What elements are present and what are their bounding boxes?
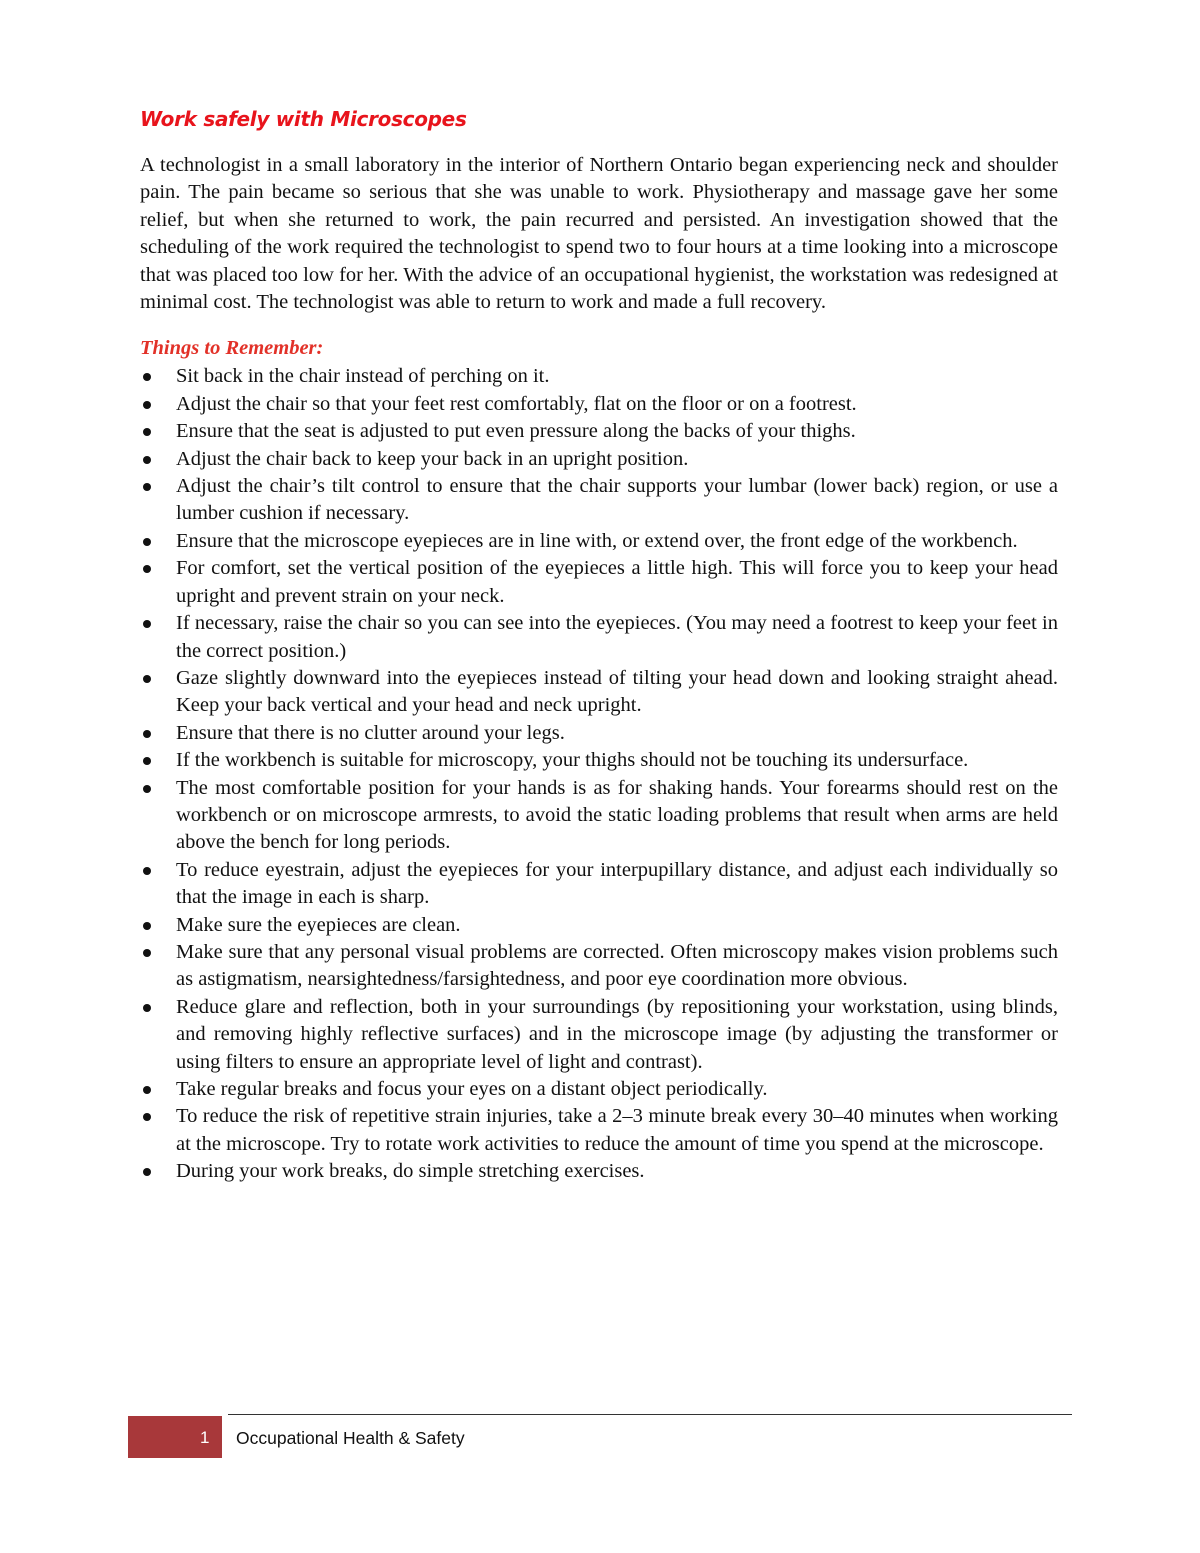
list-item bbox=[140, 994, 1058, 1076]
document-body bbox=[140, 104, 1058, 1186]
list-item-text: Make sure that any personal visual problems are corrected. Often microscopy makes vision problems such as astigmatism, nearsightedness/farsightedness, and poor eye coordination more obvious. bbox=[176, 940, 1058, 991]
bullet-icon bbox=[143, 949, 151, 957]
bullet-icon bbox=[143, 620, 151, 628]
bullet-icon bbox=[143, 785, 151, 793]
list-item-text: Sit back in the chair instead of perching on it. bbox=[176, 365, 550, 388]
bullet-icon bbox=[143, 373, 151, 381]
list-item-text: Make sure the eyepieces are clean. bbox=[176, 913, 461, 936]
list-item bbox=[140, 1158, 1058, 1185]
list-item bbox=[140, 747, 1058, 774]
section-subheading: Things to Remember: bbox=[140, 337, 324, 360]
list-item-text: For comfort, set the vertical position of the eyepieces a little high. This will force you to keep your head upright and prevent strain on your neck. bbox=[176, 557, 1058, 607]
bullet-icon bbox=[143, 1113, 151, 1121]
bullet-icon bbox=[143, 1168, 151, 1176]
bullet-icon bbox=[143, 867, 151, 875]
intro-paragraph: A technologist in a small laboratory in the interior of Northern Ontario began experiencing neck and shoulder pain. The pain became so serious that she was unable to work. Physiotherapy and massage gave her some relief, but when she returned to work, the pain recurred and persisted. An investigation showed that the scheduling of the work required the technologist to spend two to four hours at a time looking into a microscope that was placed too low for her. With the advice of an occupational hygienist, the workstation was redesigned at minimal cost. The technologist was able to return to work and made a full recovery. bbox=[140, 154, 1058, 314]
list-item-text: Adjust the chair so that your feet rest comfortably, flat on the floor or on a footrest. bbox=[176, 392, 857, 415]
list-item bbox=[140, 610, 1058, 665]
footer-text: Occupational Health & Safety bbox=[236, 1428, 465, 1448]
list-item bbox=[140, 775, 1058, 857]
list-item bbox=[140, 857, 1058, 912]
list-item bbox=[140, 528, 1058, 555]
list-item-text: Adjust the chair’s tilt control to ensure that the chair supports your lumbar (lower back) region, or use a lumber cushion if necessary. bbox=[176, 475, 1058, 525]
list-item-text: Reduce glare and reflection, both in your surroundings (by repositioning your workstation, using blinds, and removing highly reflective surfaces) and in the microscope image (by adjusting the transformer or using filters to ensure an appropriate level of light and contrast). bbox=[176, 995, 1058, 1073]
list-item bbox=[140, 1076, 1058, 1103]
list-item bbox=[140, 665, 1058, 720]
page-number: 1 bbox=[200, 1428, 210, 1447]
list-item bbox=[140, 391, 1058, 418]
list-item bbox=[140, 363, 1058, 390]
list-item-text: Ensure that there is no clutter around your legs. bbox=[176, 721, 565, 744]
tips-list bbox=[140, 363, 1058, 1185]
bullet-icon bbox=[143, 1004, 151, 1012]
list-item-text: During your work breaks, do simple stretching exercises. bbox=[176, 1160, 645, 1183]
list-item-text: To reduce eyestrain, adjust the eyepieces for your interpupillary distance, and adjust each individually so that the image in each is sharp. bbox=[176, 858, 1058, 909]
document-title: Work safely with Microscopes bbox=[140, 107, 467, 131]
bullet-icon bbox=[143, 922, 151, 930]
list-item-text: Gaze slightly downward into the eyepieces instead of tilting your head down and looking straight ahead. Keep your back vertical and your head and neck upright. bbox=[176, 666, 1058, 717]
list-item-text: To reduce the risk of repetitive strain injuries, take a 2–3 minute break every 30–40 minutes when working at the microscope. Try to rotate work activities to reduce the amount of time you spend at the microscope. bbox=[176, 1105, 1058, 1155]
list-item bbox=[140, 720, 1058, 747]
list-item bbox=[140, 912, 1058, 939]
list-item-text: Ensure that the seat is adjusted to put even pressure along the backs of your thighs. bbox=[176, 420, 856, 443]
bullet-icon bbox=[143, 675, 151, 683]
bullet-icon bbox=[143, 428, 151, 436]
list-item-text: The most comfortable position for your hands is as for shaking hands. Your forearms should rest on the workbench or on microscope armrests, to avoid the static loading problems that result when arms are held above the bench for long periods. bbox=[176, 776, 1058, 854]
footer-divider bbox=[228, 1414, 1072, 1415]
list-item bbox=[140, 1103, 1058, 1158]
bullet-icon bbox=[143, 401, 151, 409]
list-item bbox=[140, 939, 1058, 994]
list-item-text: If the workbench is suitable for microscopy, your thighs should not be touching its undersurface. bbox=[176, 749, 969, 772]
list-item-text: Take regular breaks and focus your eyes on a distant object periodically. bbox=[176, 1078, 768, 1100]
bullet-icon bbox=[143, 538, 151, 546]
list-item-text: Ensure that the microscope eyepieces are in line with, or extend over, the front edge of the workbench. bbox=[176, 529, 1018, 552]
list-item bbox=[140, 418, 1058, 445]
list-item bbox=[140, 473, 1058, 528]
bullet-icon bbox=[143, 730, 151, 738]
list-item-text: Adjust the chair back to keep your back in an upright position. bbox=[176, 447, 689, 470]
bullet-icon bbox=[143, 565, 151, 573]
list-item bbox=[140, 446, 1058, 473]
list-item bbox=[140, 555, 1058, 610]
bullet-icon bbox=[143, 1086, 151, 1094]
bullet-icon bbox=[143, 456, 151, 464]
bullet-icon bbox=[143, 483, 151, 491]
list-item-text: If necessary, raise the chair so you can see into the eyepieces. (You may need a footrest to keep your feet in the correct position.) bbox=[176, 612, 1058, 662]
bullet-icon bbox=[143, 757, 151, 765]
